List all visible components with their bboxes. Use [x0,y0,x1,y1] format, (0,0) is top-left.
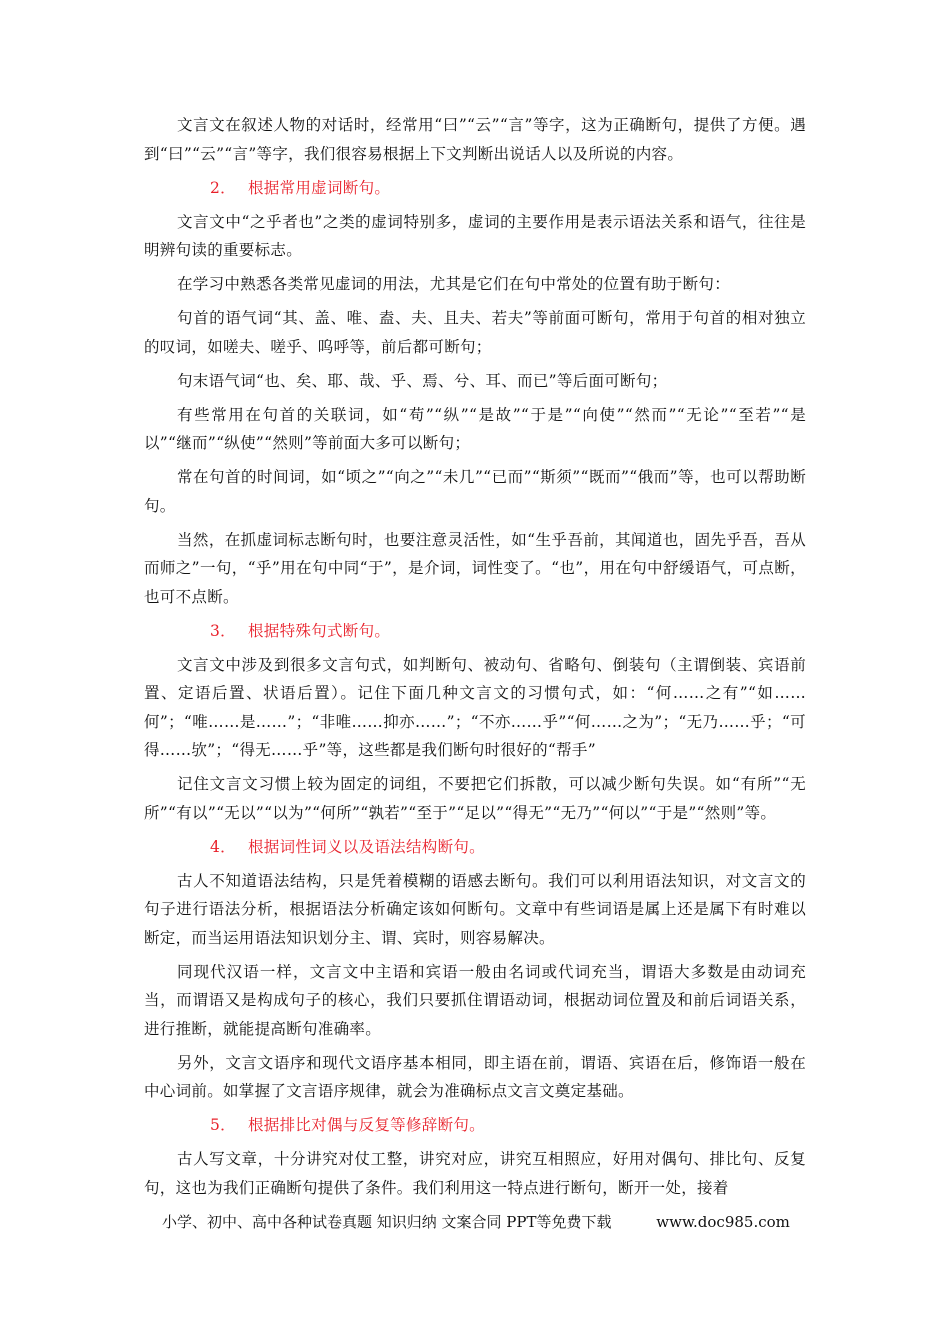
paragraph: 另外，文言文语序和现代文语序基本相同，即主语在前，谓语、宾语在后，修饰语一般在中心词前。如掌握了文言语序规律，就会为准确标点文言文奠定基础。 [144,1053,806,1100]
section-number: 4． [210,837,236,856]
section-title: 根据词性词义以及语法结构断句。 [247,837,485,856]
paragraph: 文言文中“之乎者也”之类的虚词特别多，虚词的主要作用是表示语法关系和语气，往往是明辨句读的重要标志。 [144,212,806,259]
document-body [144,111,806,1208]
section-title: 根据常用虚词断句。 [247,178,391,197]
section-heading [144,617,806,646]
paragraph: 文言文中涉及到很多文言句式，如判断句、被动句、省略句、倒装句（主谓倒装、宾语前置、定语后置、状语后置）。记住下面几种文言文的习惯句式，如：“何……之有”“如……何”；“唯……是……”；“非唯……抑亦……”；“不亦……乎”“何……之为”；“无乃……乎；“可得……欤”；“得无……乎”等，这些都是我们断句时很好的“帮手” [144,655,806,759]
paragraph: 当然，在抓虚词标志断句时，也要注意灵活性，如“生乎吾前，其闻道也，固先乎吾，吾从而师之”一句，“乎”用在句中同“于”，是介词，词性变了。“也”，用在句中舒缓语气，可点断，也可不点断。 [144,530,806,606]
section-heading [144,1111,806,1140]
paragraph: 同现代汉语一样，文言文中主语和宾语一般由名词或代词充当，谓语大多数是由动词充当，而谓语又是构成句子的核心，我们只要抓住谓语动词，根据动词位置及和前后词语关系，进行推断，就能提高断句准确率。 [144,962,806,1038]
section-number: 5． [210,1116,236,1134]
paragraph: 记住文言文习惯上较为固定的词组，不要把它们拆散，可以减少断句失误。如“有所”“无所”“有以”“无以”“以为”“何所”“孰若”“至于”“足以”“得无”“无乃”“何以”“于是”“然则”等。 [144,775,806,822]
section-number: 3． [210,621,236,640]
section-title: 根据排比对偶与反复等修辞断句。 [247,1116,485,1134]
footer-text: 小学、初中、高中各种试卷真题 知识归纳 文案合同 PPT等免费下载 [162,1213,612,1231]
section-heading [144,174,806,203]
paragraph: 文言文在叙述人物的对话时，经常用“曰”“云”“言”等字，这为正确断句，提供了方便。遇到“曰”“云”“言”等字，我们很容易根据上下文判断出说话人以及所说的内容。 [144,116,806,163]
paragraph: 在学习中熟悉各类常见虚词的用法，尤其是它们在句中常处的位置有助于断句： [177,275,731,293]
section-heading [144,833,806,862]
paragraph: 古人写文章，十分讲究对仗工整，讲究对应，讲究互相照应，好用对偶句、排比句、反复句，这也为我们正确断句提供了条件。我们利用这一特点进行断句，断开一处，接着 [144,1150,806,1197]
section-number: 2． [210,178,236,197]
footer-url[interactable]: www.doc985.com [656,1213,790,1231]
page-footer [162,1210,802,1234]
paragraph: 常在句首的时间词，如“顷之”“向之”“未几”“已而”“斯须”“既而”“俄而”等，也可以帮助断句。 [144,468,806,515]
paragraph: 句首的语气词“其、盖、唯、盍、夫、且夫、若夫”等前面可断句，常用于句首的相对独立的叹词，如嗟夫、嗟乎、呜呼等，前后都可断句； [144,309,806,356]
paragraph: 古人不知道语法结构，只是凭着模糊的语感去断句。我们可以利用语法知识，对文言文的句子进行语法分析，根据语法分析确定该如何断句。文章中有些词语是属上还是属下有时难以断定，而当运用语法知识划分主、谓、宾时，则容易解决。 [144,871,806,947]
paragraph: 有些常用在句首的关联词，如“苟”“纵”“是故”“于是”“向使”“然而”“无论”“至若”“是以”“继而”“纵使”“然则”等前面大多可以断句； [144,405,806,452]
paragraph: 句末语气词“也、矣、耶、哉、乎、焉、兮、耳、而已”等后面可断句； [177,371,668,390]
section-title: 根据特殊句式断句。 [247,621,391,640]
